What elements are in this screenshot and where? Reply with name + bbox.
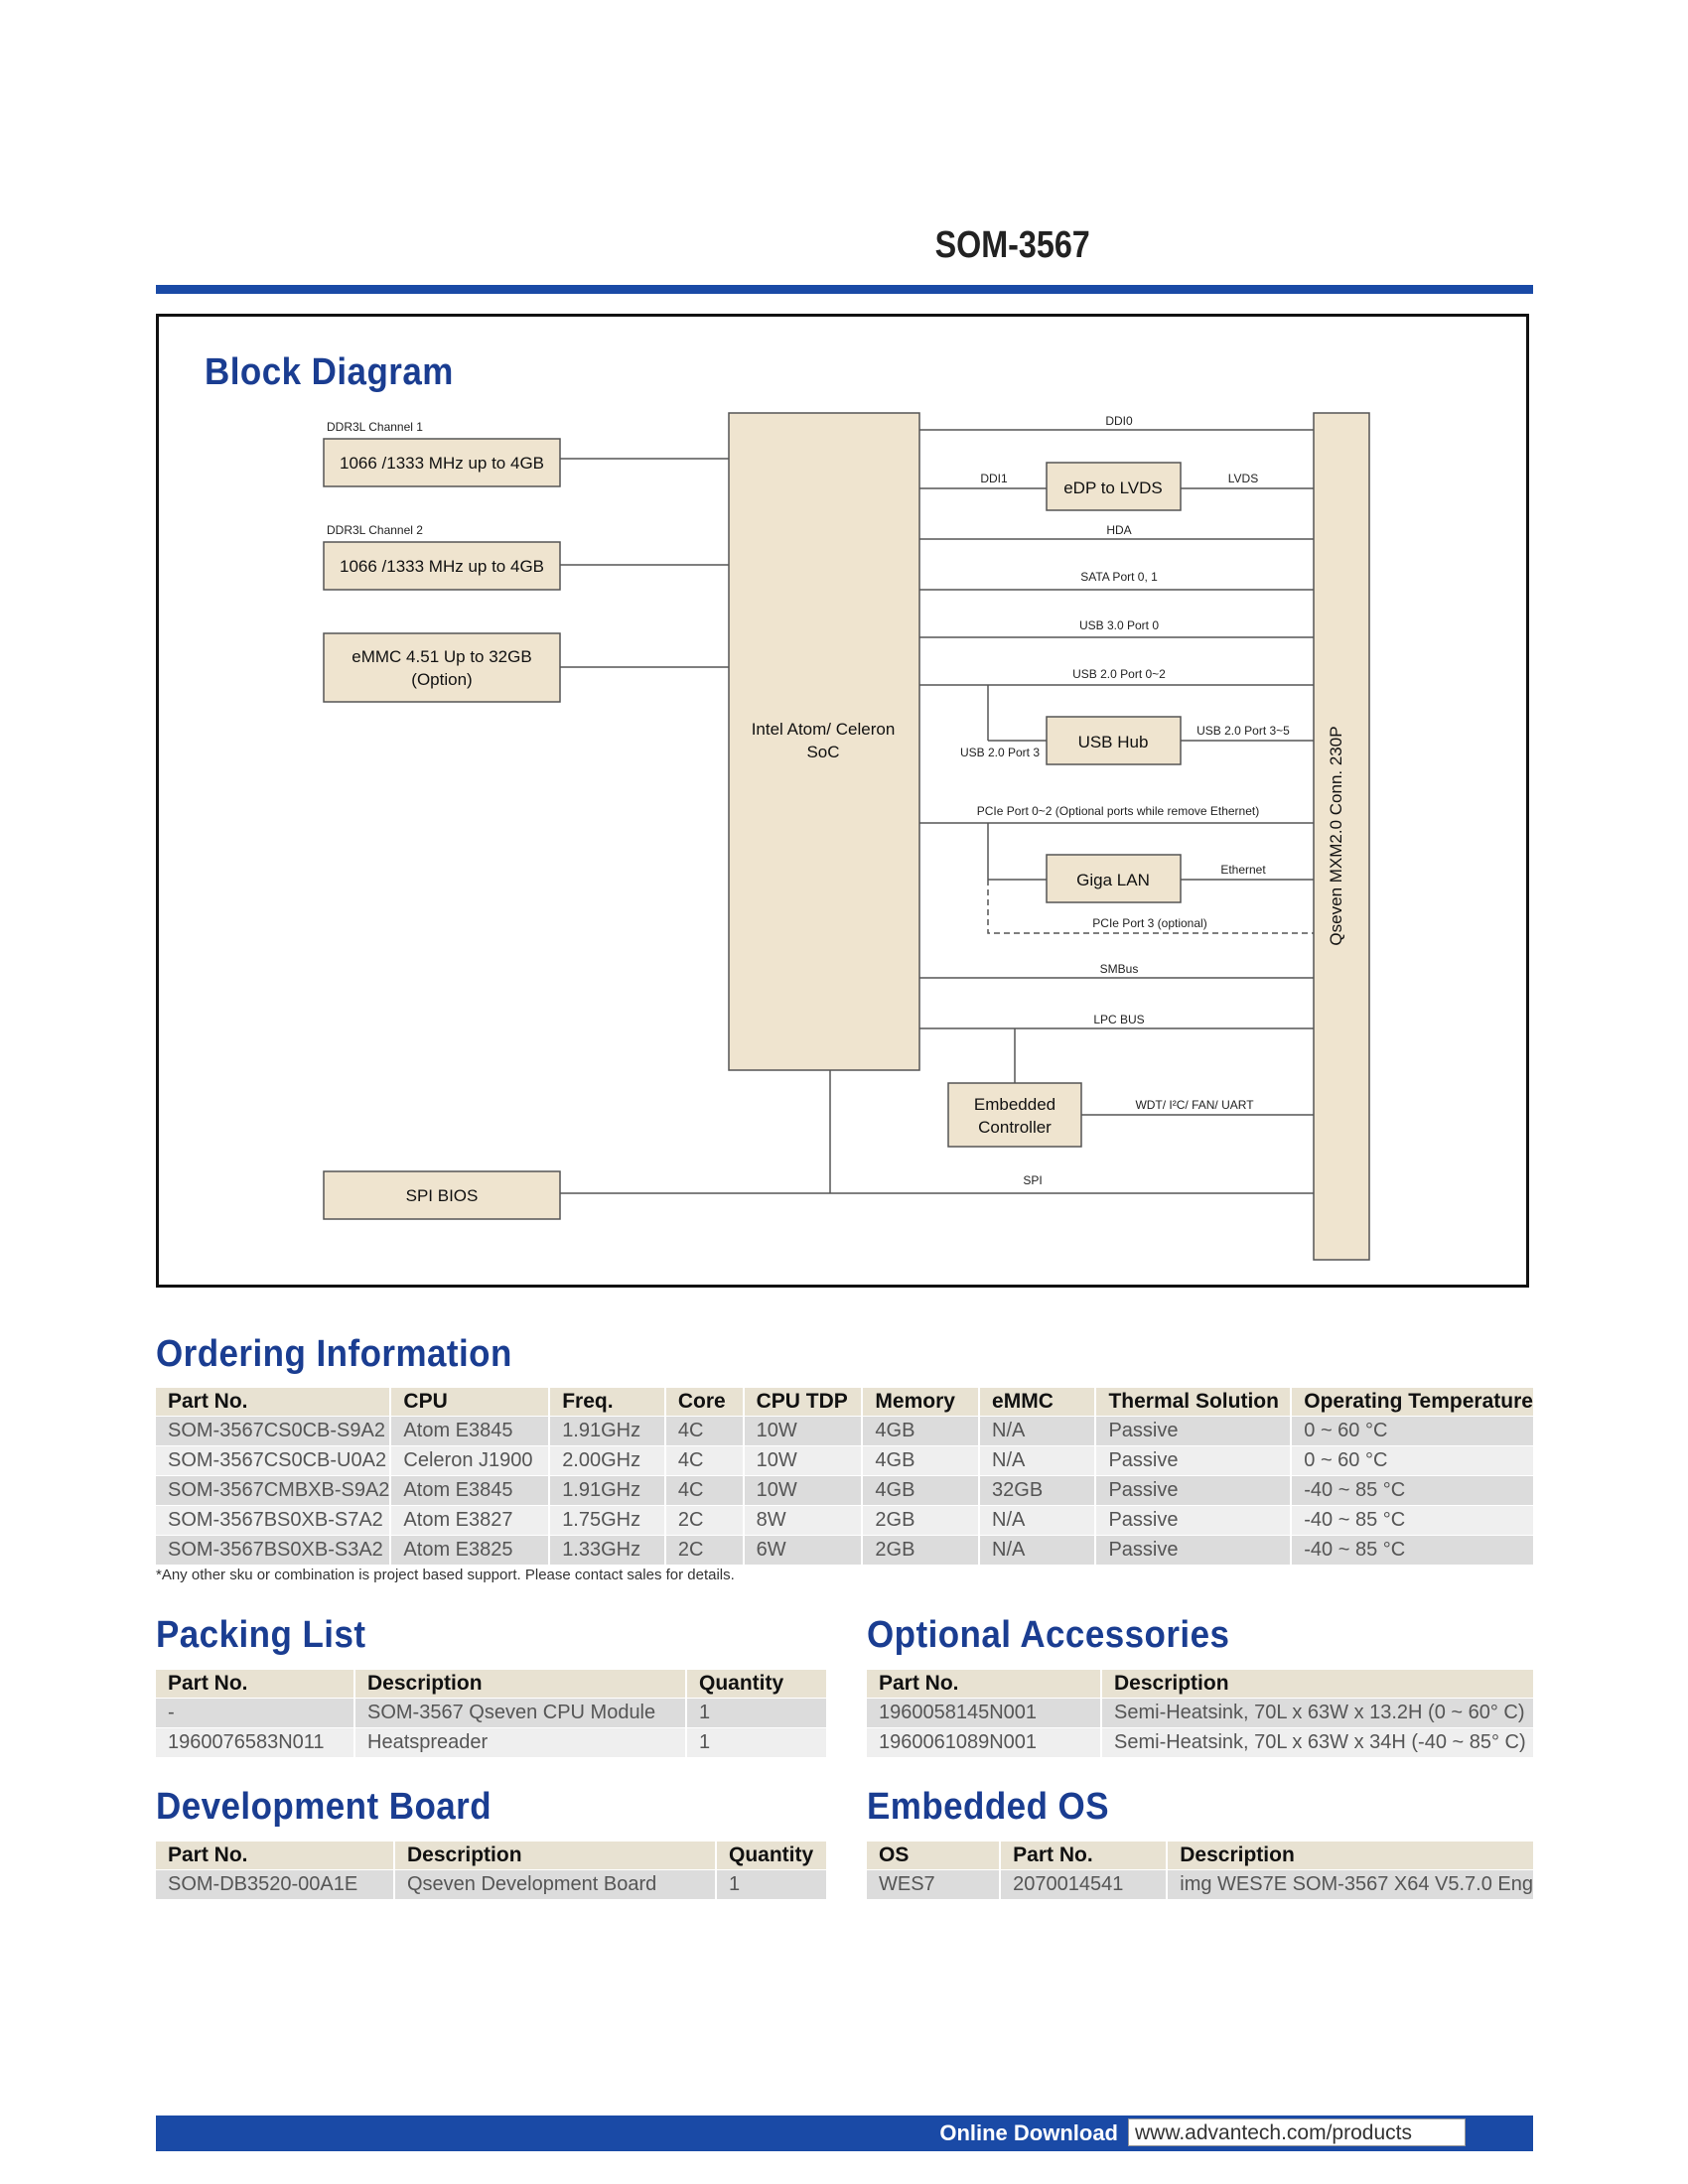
ordering-cell: 1.91GHz [549,1476,665,1506]
hda-label: HDA [1106,523,1132,537]
ordering-cell: Atom E3827 [390,1506,549,1536]
ordering-cell: 1.75GHz [549,1506,665,1536]
ddr-channel1-box-text: 1066 /1333 MHz up to 4GB [339,454,545,473]
spi-bios-text: SPI BIOS [405,1186,479,1205]
ordering-cell: Passive [1095,1417,1291,1446]
accessories-cell: Semi-Heatsink, 70L x 63W x 34H (-40 ~ 85° C) [1101,1728,1533,1758]
ordering-header-cell: Core [665,1388,744,1417]
ordering-cell: 4GB [862,1446,979,1476]
connector-text: Qseven MXM2.0 Conn. 230P [1327,726,1345,946]
emmc-line2: (Option) [411,670,473,689]
accessories-header-cell: Part No. [867,1670,1101,1699]
ordering-header-cell: Part No. [156,1388,390,1417]
embedded-controller-box [948,1083,1081,1147]
usb2-label: USB 2.0 Port 0~2 [1072,667,1166,681]
ordering-cell: Passive [1095,1476,1291,1506]
devboard-cell: SOM-DB3520-00A1E [156,1870,394,1900]
ordering-cell: 4GB [862,1476,979,1506]
ordering-cell: 2C [665,1506,744,1536]
ordering-footnote: *Any other sku or combination is project based support. Please contact sales for details. [156,1567,735,1583]
table-row [867,1870,1533,1900]
ordering-cell: 4C [665,1476,744,1506]
accessories-title: Optional Accessories [867,1614,1230,1656]
ordering-cell: 4GB [862,1417,979,1446]
ordering-header-cell: Thermal Solution [1095,1388,1291,1417]
ordering-cell: SOM-3567BS0XB-S7A2 [156,1506,390,1536]
ordering-cell: Celeron J1900 [390,1446,549,1476]
giga-lan-text: Giga LAN [1076,871,1150,889]
packing-header-cell: Part No. [156,1670,354,1699]
packing-title: Packing List [156,1614,366,1656]
emmc-box [324,633,560,702]
soc-line1: Intel Atom/ Celeron [751,720,896,739]
packing-cell: Heatspreader [354,1728,686,1758]
ordering-cell: N/A [979,1536,1095,1566]
ordering-cell: Passive [1095,1446,1291,1476]
accessories-cell: 1960058145N001 [867,1699,1101,1728]
packing-cell: 1960076583N011 [156,1728,354,1758]
soc-line2: SoC [806,743,840,761]
os-cell: img WES7E SOM-3567 X64 V5.7.0 Eng [1167,1870,1533,1900]
devboard-table [156,1842,826,1899]
os-header-cell: Description [1167,1842,1533,1870]
download-url-link[interactable]: www.advantech.com/products [1128,2118,1466,2146]
ethernet-label: Ethernet [1220,863,1266,877]
ordering-cell: SOM-3567CS0CB-S9A2 [156,1417,390,1446]
devboard-cell: 1 [716,1870,826,1900]
ordering-header-cell: Memory [862,1388,979,1417]
accessories-table [867,1670,1533,1757]
lvds-label: LVDS [1227,472,1259,485]
os-header-cell: OS [867,1842,1000,1870]
table-row [156,1417,1533,1446]
ordering-header-cell: Freq. [549,1388,665,1417]
packing-cell: - [156,1699,354,1728]
pcie-label: PCIe Port 0~2 (Optional ports while remove Ethernet) [976,804,1260,818]
ordering-cell: SOM-3567BS0XB-S3A2 [156,1536,390,1566]
ordering-cell: Atom E3845 [390,1417,549,1446]
devboard-cell: Qseven Development Board [394,1870,716,1900]
packing-header-cell: Description [354,1670,686,1699]
ec-line1: Embedded [973,1095,1056,1114]
usb2-port3-label: USB 2.0 Port 3 [959,746,1041,759]
table-row [156,1476,1533,1506]
os-table [867,1842,1533,1899]
packing-cell: 1 [686,1699,826,1728]
edp-text: eDP to LVDS [1063,478,1163,497]
wdt-label: WDT/ I²C/ FAN/ UART [1135,1098,1254,1112]
ordering-cell: 2GB [862,1536,979,1566]
table-row [156,1870,826,1900]
os-title: Embedded OS [867,1786,1110,1828]
table-row [156,1446,1533,1476]
ec-line2: Controller [978,1118,1052,1137]
spi-label: SPI [1023,1173,1043,1187]
ordering-title: Ordering Information [156,1333,512,1375]
ordering-cell: Atom E3845 [390,1476,549,1506]
ordering-cell: SOM-3567CS0CB-U0A2 [156,1446,390,1476]
ddr-channel2-label: DDR3L Channel 2 [327,523,423,537]
ordering-cell: N/A [979,1446,1095,1476]
ordering-cell: 6W [744,1536,863,1566]
ordering-cell: 8W [744,1506,863,1536]
ordering-cell: 32GB [979,1476,1095,1506]
ordering-header-cell: Operating Temperature [1291,1388,1533,1417]
ordering-cell: N/A [979,1417,1095,1446]
table-row [156,1506,1533,1536]
ddr-channel1-label: DDR3L Channel 1 [327,420,423,434]
model-title: SOM-3567 [934,224,1090,266]
devboard-title: Development Board [156,1786,492,1828]
ordering-cell: 2C [665,1536,744,1566]
os-cell: WES7 [867,1870,1000,1900]
os-header-cell: Part No. [1000,1842,1167,1870]
ordering-cell: SOM-3567CMBXB-S9A2 [156,1476,390,1506]
devboard-header-cell: Quantity [716,1842,826,1870]
usb-hub-text: USB Hub [1077,733,1149,751]
ordering-cell: 0 ~ 60 °C [1291,1446,1533,1476]
ordering-cell: 10W [744,1476,863,1506]
ordering-cell: -40 ~ 85 °C [1291,1476,1533,1506]
ordering-cell: 1.91GHz [549,1417,665,1446]
accessories-cell: Semi-Heatsink, 70L x 63W x 13.2H (0 ~ 60° C) [1101,1699,1533,1728]
emmc-line1: eMMC 4.51 Up to 32GB [352,647,532,666]
ordering-header-cell: CPU TDP [744,1388,863,1417]
ddi0-label: DDI0 [1105,414,1133,428]
online-download-label: Online Download [939,2120,1118,2145]
ordering-header-cell: eMMC [979,1388,1095,1417]
usb2-port3-5-label: USB 2.0 Port 3~5 [1196,724,1290,738]
ordering-cell: Atom E3825 [390,1536,549,1566]
devboard-header-cell: Part No. [156,1842,394,1870]
ddr-channel2-box-text: 1066 /1333 MHz up to 4GB [339,557,545,576]
soc-box [729,413,919,1070]
ordering-table [156,1388,1533,1565]
ordering-cell: 4C [665,1417,744,1446]
table-row [156,1728,826,1758]
ordering-cell: -40 ~ 85 °C [1291,1506,1533,1536]
packing-cell: SOM-3567 Qseven CPU Module [354,1699,686,1728]
accessories-header-cell: Description [1101,1670,1533,1699]
ordering-cell: 10W [744,1417,863,1446]
ordering-cell: Passive [1095,1536,1291,1566]
ordering-cell: 1.33GHz [549,1536,665,1566]
packing-header-cell: Quantity [686,1670,826,1699]
table-row [867,1699,1533,1728]
ordering-cell: 4C [665,1446,744,1476]
lpc-label: LPC BUS [1093,1013,1145,1026]
table-row [867,1728,1533,1758]
accessories-cell: 1960061089N001 [867,1728,1101,1758]
packing-cell: 1 [686,1728,826,1758]
smbus-label: SMBus [1099,962,1139,976]
devboard-header-cell: Description [394,1842,716,1870]
ordering-cell: -40 ~ 85 °C [1291,1536,1533,1566]
ordering-header-row [156,1388,1533,1417]
ordering-header-cell: CPU [390,1388,549,1417]
ordering-cell: 2.00GHz [549,1446,665,1476]
block-diagram-title: Block Diagram [205,351,454,393]
ordering-cell: Passive [1095,1506,1291,1536]
sata-label: SATA Port 0, 1 [1080,570,1158,584]
os-cell: 2070014541 [1000,1870,1167,1900]
ordering-cell: 10W [744,1446,863,1476]
table-row [156,1536,1533,1566]
table-row [156,1699,826,1728]
ddi1-label: DDI1 [980,472,1008,485]
ordering-cell: 0 ~ 60 °C [1291,1417,1533,1446]
packing-table [156,1670,826,1757]
pcie3-label: PCIe Port 3 (optional) [1092,916,1207,930]
usb3-label: USB 3.0 Port 0 [1078,618,1160,632]
ordering-cell: N/A [979,1506,1095,1536]
ordering-cell: 2GB [862,1506,979,1536]
